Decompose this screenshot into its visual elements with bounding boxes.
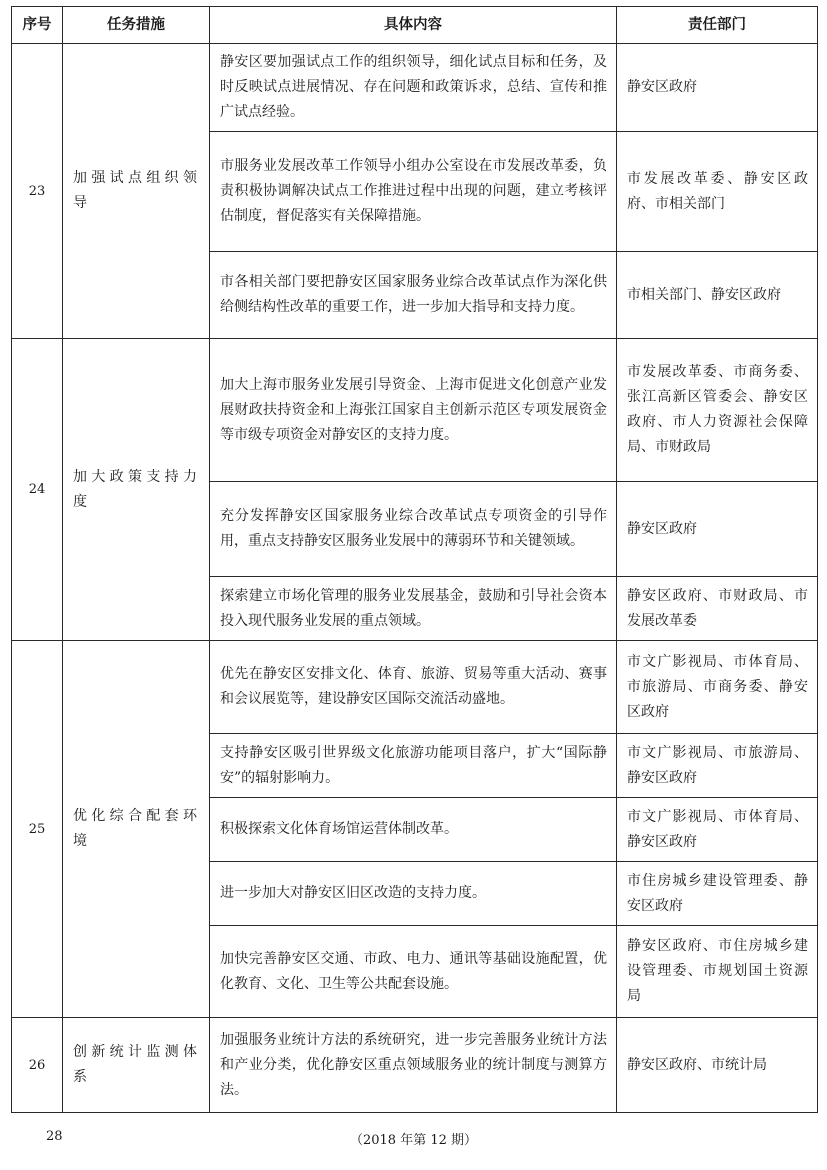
table-row [12, 1018, 818, 1113]
page-number: 28 [46, 1129, 63, 1144]
content-cell: 市各相关部门要把静安区国家服务业综合改革试点作为深化供给侧结构性改革的重要工作，进一步加大指导和支持力度。 [210, 252, 617, 339]
content-cell: 市服务业发展改革工作领导小组办公室设在市发展改革委，负责积极协调解决试点工作推进过程中出现的问题，建立考核评估制度，督促落实有关保障措施。 [210, 132, 617, 252]
responsibility-table [11, 6, 818, 1113]
header-content: 具体内容 [210, 7, 617, 44]
row-number: 23 [12, 44, 63, 339]
content-cell: 积极探索文化体育场馆运营体制改革。 [210, 798, 617, 862]
department-cell: 市发展改革委、市商务委、张江高新区管委会、静安区政府、市人力资源社会保障局、市财政局 [617, 339, 818, 482]
content-cell: 加快完善静安区交通、市政、电力、通讯等基础设施配置，优化教育、文化、卫生等公共配套设施。 [210, 926, 617, 1018]
department-cell: 市文广影视局、市旅游局、静安区政府 [617, 734, 818, 798]
department-cell: 市住房城乡建设管理委、静安区政府 [617, 862, 818, 926]
table-row [12, 641, 818, 734]
row-number: 25 [12, 641, 63, 1018]
table-row [12, 44, 818, 132]
table-header-row [12, 7, 818, 44]
content-cell: 进一步加大对静安区旧区改造的支持力度。 [210, 862, 617, 926]
department-cell: 静安区政府、市住房城乡建设管理委、市规划国土资源局 [617, 926, 818, 1018]
content-cell: 充分发挥静安区国家服务业综合改革试点专项资金的引导作用，重点支持静安区服务业发展中的薄弱环节和关键领域。 [210, 482, 617, 577]
department-cell: 市文广影视局、市体育局、市旅游局、市商务委、静安区政府 [617, 641, 818, 734]
content-cell: 静安区要加强试点工作的组织领导，细化试点目标和任务，及时反映试点进展情况、存在问题和政策诉求，总结、宣传和推广试点经验。 [210, 44, 617, 132]
issue-label: （2018 年第 12 期） [349, 1133, 478, 1148]
department-cell: 市发展改革委、静安区政府、市相关部门 [617, 132, 818, 252]
department-cell: 静安区政府、市财政局、市发展改革委 [617, 577, 818, 641]
department-cell: 静安区政府、市统计局 [617, 1018, 818, 1113]
department-cell: 静安区政府 [617, 482, 818, 577]
row-number: 24 [12, 339, 63, 641]
header-task: 任务措施 [63, 7, 210, 44]
content-cell: 加强服务业统计方法的系统研究，进一步完善服务业统计方法和产业分类，优化静安区重点领域服务业的统计制度与测算方法。 [210, 1018, 617, 1113]
task-measure: 加强试点组织领导 [63, 44, 210, 339]
department-cell: 市文广影视局、市体育局、静安区政府 [617, 798, 818, 862]
content-cell: 加大上海市服务业发展引导资金、上海市促进文化创意产业发展财政扶持资金和上海张江国家自主创新示范区专项发展资金等市级专项资金对静安区的支持力度。 [210, 339, 617, 482]
header-number: 序号 [12, 7, 63, 44]
task-measure: 创新统计监测体系 [63, 1018, 210, 1113]
row-number: 26 [12, 1018, 63, 1113]
task-measure: 加大政策支持力度 [63, 339, 210, 641]
table-row [12, 339, 818, 482]
content-cell: 优先在静安区安排文化、体育、旅游、贸易等重大活动、赛事和会议展览等，建设静安区国际交流活动盛地。 [210, 641, 617, 734]
content-cell: 支持静安区吸引世界级文化旅游功能项目落户，扩大“国际静安”的辐射影响力。 [210, 734, 617, 798]
task-measure: 优化综合配套环境 [63, 641, 210, 1018]
content-cell: 探索建立市场化管理的服务业发展基金，鼓励和引导社会资本投入现代服务业发展的重点领域。 [210, 577, 617, 641]
department-cell: 静安区政府 [617, 44, 818, 132]
department-cell: 市相关部门、静安区政府 [617, 252, 818, 339]
header-department: 责任部门 [617, 7, 818, 44]
